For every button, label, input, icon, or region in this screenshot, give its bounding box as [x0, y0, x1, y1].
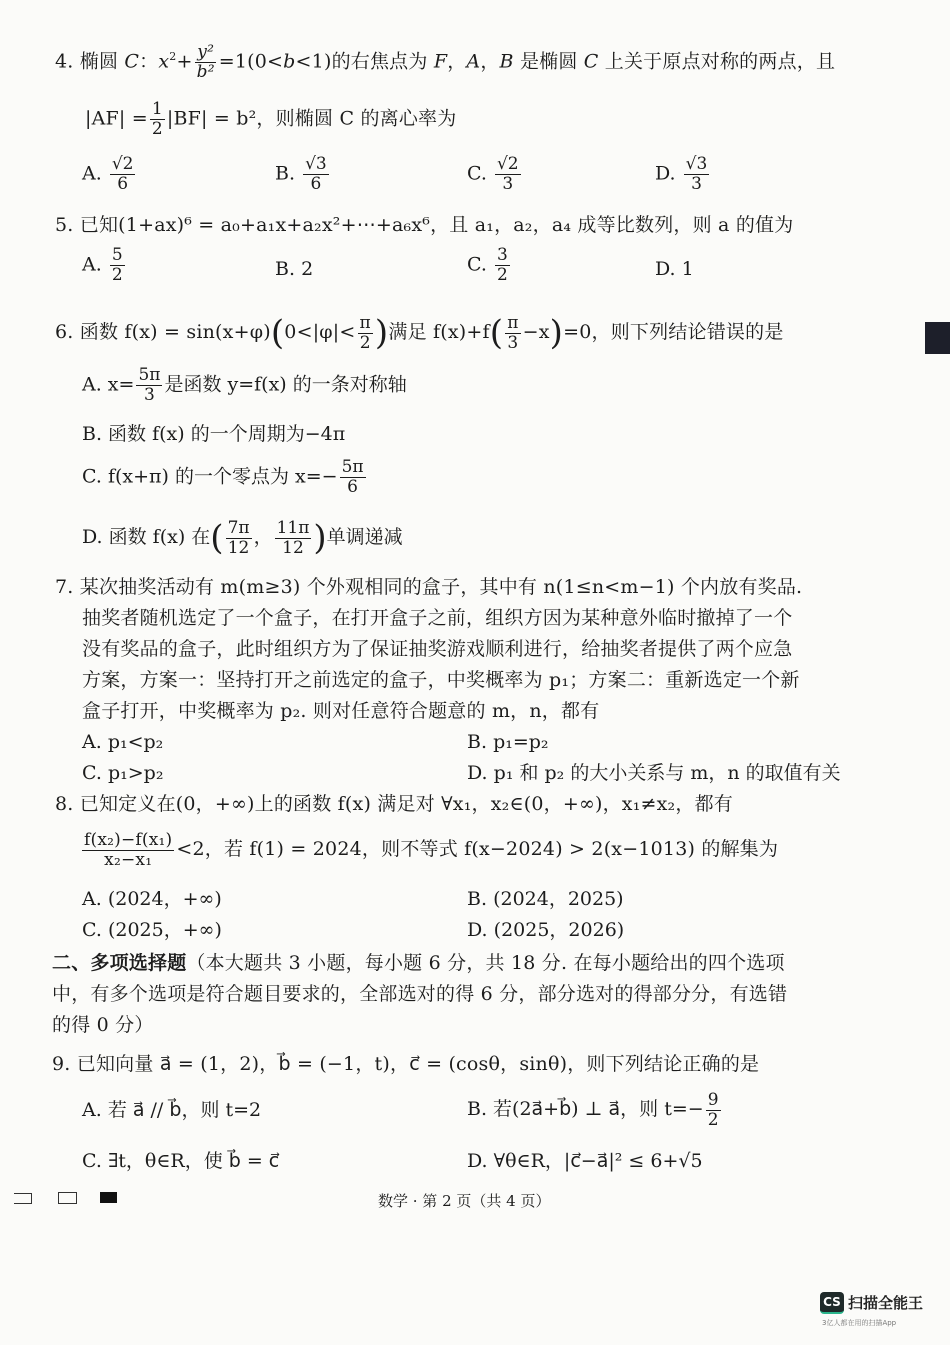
- num: √3: [305, 154, 327, 174]
- option-text: 1: [681, 258, 694, 280]
- option-text: 若 a⃗ // b⃗，则 t=2: [107, 1099, 262, 1121]
- option-fraction: [495, 155, 521, 194]
- q4-var: F: [433, 50, 448, 73]
- q6-option-b: B. 函数 f(x) 的一个周期为−4π: [82, 423, 346, 445]
- q6-pi-third: [505, 314, 520, 353]
- num: 9: [707, 1089, 719, 1110]
- option-text: C. f(x+π) 的一个零点为 x=−: [82, 465, 338, 488]
- option-label: C.: [467, 253, 487, 276]
- q8-text: 已知定义在(0，+∞)上的函数 f(x) 满足对 ∀x₁，x₂∈(0，+∞)，x₁≠x₂，都有: [79, 793, 733, 815]
- den: 3: [144, 385, 155, 405]
- q7-line-3: 没有奖品的盒子，此时组织方为了保证抽奖游戏顺利进行，给抽奖者提供了两个应急: [82, 638, 793, 660]
- option-text: D. 函数 f(x) 在: [82, 526, 211, 548]
- q8-option-d: [467, 919, 624, 941]
- q7-option-b: [467, 731, 549, 753]
- q8-option-c: [82, 919, 222, 941]
- q4-var: B: [499, 50, 514, 73]
- q4-text: 上关于原点对称的两点，且: [598, 50, 836, 73]
- den: 6: [117, 174, 129, 194]
- q4-half-fraction: [150, 100, 165, 139]
- q8-line-2: [80, 824, 778, 874]
- option-fraction: [226, 519, 252, 558]
- q9-option-d: [467, 1150, 703, 1172]
- q4-den: b²: [196, 62, 215, 82]
- side-index-tab: [925, 322, 950, 354]
- q9-option-a: [82, 1099, 261, 1121]
- q4-den: 2: [151, 119, 163, 139]
- section-2-header-line-3: 的得 0 分）: [52, 1014, 154, 1036]
- den: 3: [507, 332, 519, 353]
- q6-text: 满足 f(x)+f: [388, 321, 490, 343]
- section-2-header-line-2: 中，有多个选项是符合题目要求的，全部选对的得 6 分，部分选对的得部分分，有选错: [52, 983, 788, 1005]
- app-tagline: 3亿人都在用的扫描App: [822, 1319, 897, 1327]
- q4-option-b: [275, 155, 331, 194]
- option-label: D.: [467, 762, 488, 784]
- q7-text: 某次抽奖活动有 m(m≥3) 个外观相同的盒子，其中有 n(1≤n<m−1) 个内放有奖品.: [79, 576, 803, 598]
- option-fraction: [340, 458, 366, 497]
- option-label: C.: [82, 762, 102, 784]
- num: 11π: [276, 517, 310, 538]
- option-text: p₁=p₂: [493, 731, 549, 753]
- section-2-header-line-1: [52, 952, 785, 974]
- num: √3: [685, 154, 708, 174]
- option-label: D.: [467, 919, 488, 941]
- scanner-app-logo: [820, 1290, 935, 1335]
- q4-var: C: [583, 50, 599, 73]
- q6-text: −x: [522, 321, 550, 343]
- q4-text: |BF| = b²，则椭圆 C 的离心率为: [166, 107, 457, 130]
- den: 2: [359, 332, 371, 353]
- q5-option-c: [467, 246, 512, 285]
- q7-line-1: 7. 某次抽奖活动有 m(m≥3) 个外观相同的盒子，其中有 n(1≤n<m−1) 个内放有奖品.: [55, 576, 803, 598]
- option-text: p₁ 和 p₂ 的大小关系与 m，n 的取值有关: [493, 762, 841, 784]
- option-text: (2025，2026): [493, 919, 625, 941]
- option-label: A.: [82, 162, 102, 185]
- q6-pi-half: [358, 314, 373, 353]
- q4-var: b: [283, 50, 296, 73]
- num: 3: [496, 245, 508, 265]
- option-text: 2: [301, 258, 314, 280]
- cs-logo-icon: CS: [820, 1292, 844, 1314]
- den: 2: [111, 265, 123, 285]
- q4-text: 4. 椭圆: [55, 50, 125, 73]
- num: 5π: [341, 457, 364, 477]
- option-text: A. x=: [82, 373, 135, 396]
- q9-option-b: [467, 1087, 723, 1131]
- num: π: [359, 312, 371, 333]
- num: 5: [111, 245, 123, 265]
- q4-line-2: [85, 100, 456, 139]
- section-heading: 二、多项选择题: [52, 952, 187, 974]
- q9-text: 已知向量 a⃗ = (1，2)，b⃗ = (−1，t)，c⃗ = (cosθ，sinθ)，则下列结论正确的是: [76, 1053, 760, 1075]
- option-label: C.: [82, 1150, 102, 1172]
- q7-option-a: [82, 731, 163, 753]
- option-text: ，: [253, 526, 273, 548]
- q4-fraction: [195, 43, 217, 82]
- option-label: B.: [467, 888, 488, 910]
- option-fraction: [495, 246, 510, 285]
- num: π: [507, 312, 519, 333]
- q8-text: <2，若 f(1) = 2024，则不等式 f(x−2024) > 2(x−1013) 的解集为: [176, 838, 779, 860]
- q4-text: ，: [447, 50, 467, 73]
- q6-text: 6. 函数 f(x) = sin(x+φ): [55, 321, 271, 343]
- q6-stem: 6. 函数 f(x) = sin(x+φ)(0<|φ|< $\frac{\pi}{2}$ )满足 f(x)+f( $\frac{\pi}{3}$ −x)=0，则下列结论错误的是: [55, 312, 784, 353]
- q4-text: ，: [480, 50, 500, 73]
- q8-fraction: [82, 831, 174, 870]
- num: √2: [111, 154, 134, 174]
- q4-option-d: [655, 155, 711, 194]
- den: 2: [496, 265, 508, 285]
- q4-option-a: [82, 155, 137, 194]
- option-text: (2025，+∞): [107, 919, 222, 941]
- den: 12: [282, 537, 304, 558]
- option-fraction: [110, 246, 125, 285]
- den: 3: [691, 174, 702, 194]
- q7-option-c: [82, 762, 163, 784]
- q9-stem: 9. 已知向量 a⃗ = (1，2)，b⃗ = (−1，t)，c⃗ = (cosθ，sinθ)，则下列结论正确的是: [52, 1053, 760, 1075]
- option-text: p₁>p₂: [107, 762, 164, 784]
- q9-option-c: [82, 1150, 279, 1172]
- option-label: B.: [467, 731, 488, 753]
- num: 7π: [227, 517, 250, 538]
- registration-mark-filled: [100, 1192, 117, 1203]
- option-label: C.: [467, 162, 487, 185]
- registration-mark-hollow: [58, 1192, 77, 1204]
- den: 3: [502, 174, 514, 194]
- option-label: A.: [82, 888, 102, 910]
- q4-num: y²: [197, 42, 215, 62]
- option-text: (2024，2025): [493, 888, 624, 910]
- den: 12: [227, 537, 250, 558]
- option-text: ∀θ∈R，|c⃗−a⃗|² ≤ 6+√5: [493, 1150, 703, 1172]
- q4-text: <1)的右焦点为: [295, 50, 434, 73]
- q4-text: =1(0<: [218, 50, 284, 73]
- option-label: D.: [655, 258, 676, 280]
- q8-line-1: 8. 已知定义在(0，+∞)上的函数 f(x) 满足对 ∀x₁，x₂∈(0，+∞)，x₁≠x₂，都有: [55, 793, 733, 815]
- option-text: (2024，+∞): [107, 888, 222, 910]
- q7-line-5: 盒子打开，中奖概率为 p₂. 则对任意符合题意的 m，n，都有: [82, 700, 600, 722]
- q5-option-a: [82, 246, 127, 285]
- app-name: 扫描全能王: [848, 1294, 924, 1312]
- option-text: 单调递减: [326, 526, 403, 548]
- q4-num: 1: [151, 99, 163, 119]
- option-text: B. 若(2a⃗+b⃗) ⊥ a⃗，则 t=−: [467, 1098, 704, 1120]
- page-footer: 数学 · 第 2 页（共 4 页）: [378, 1192, 551, 1210]
- q4-text: 是椭圆: [513, 50, 584, 73]
- q4-text: +: [176, 50, 193, 73]
- q6-text: 0<|φ|<: [284, 321, 356, 343]
- option-fraction: [706, 1091, 721, 1130]
- q5-option-d: [655, 258, 694, 280]
- option-label: D.: [467, 1150, 488, 1172]
- section-text: （本大题共 3 小题，每小题 6 分，共 18 分. 在每小题给出的四个选项: [186, 952, 785, 974]
- option-fraction: [136, 366, 162, 405]
- registration-mark-bracket: [14, 1193, 32, 1204]
- q8-option-a: [82, 888, 222, 910]
- option-label: A.: [82, 1099, 102, 1121]
- q5-stem: 5. 已知(1+ax)⁶ = a₀+a₁x+a₂x²+⋯+a₆x⁶，且 a₁，a₂，a₄ 成等比数列，则 a 的值为: [55, 214, 794, 236]
- option-label: B.: [275, 162, 296, 185]
- q6-option-c: [82, 458, 368, 497]
- q6-option-a: [82, 366, 407, 405]
- option-label: A.: [82, 253, 102, 276]
- den: x₂−x₁: [104, 849, 153, 870]
- q7-option-d: [467, 762, 841, 784]
- option-fraction: [303, 155, 329, 194]
- option-label: A.: [82, 731, 102, 753]
- q4-var: A: [466, 50, 481, 73]
- option-fraction: [275, 519, 312, 558]
- den: 2: [707, 1109, 719, 1130]
- q7-line-2: 抽奖者随机选定了一个盒子，在打开盒子之前，组织方因为某种意外临时撤掉了一个: [82, 607, 793, 629]
- option-fraction: [684, 155, 710, 194]
- option-label: D.: [655, 162, 676, 185]
- option-text: ∃t，θ∈R，使 b⃗ = c⃗: [107, 1150, 280, 1172]
- den: 6: [347, 477, 358, 497]
- q4-text: ：: [139, 50, 159, 73]
- q4-text: |AF| =: [85, 107, 148, 130]
- option-label: B.: [275, 258, 296, 280]
- q5-option-b: [275, 258, 313, 280]
- option-label: C.: [82, 919, 102, 941]
- num: √2: [496, 154, 519, 174]
- option-text: 是函数 y=f(x) 的一条对称轴: [164, 373, 407, 396]
- q7-line-4: 方案，方案一：坚持打开之前选定的盒子，中奖概率为 p₁；方案二：重新选定一个新: [82, 669, 800, 691]
- q4-option-c: [467, 155, 523, 194]
- den: 6: [310, 174, 322, 194]
- q6-text: =0，则下列结论错误的是: [563, 321, 784, 343]
- option-text: p₁<p₂: [107, 731, 164, 753]
- q4-line-1: 4. 椭圆 C：$x^2+$ $\frac{\text{y²}}{\text{b²}}$ =1(0<b<1)的右焦点为 F，A，B 是椭圆 C 上关于原点对称的两点，且: [55, 42, 836, 82]
- num: f(x₂)−f(x₁): [84, 829, 173, 850]
- option-fraction: [110, 155, 136, 194]
- q8-option-b: [467, 888, 624, 910]
- num: 5π: [138, 365, 161, 385]
- q4-var: C: [124, 50, 140, 73]
- q6-option-d: D. 函数 f(x) 在( $\frac{7\pi}{12}$ ， $\frac{11\pi}{12}$ )单调递减: [82, 517, 403, 558]
